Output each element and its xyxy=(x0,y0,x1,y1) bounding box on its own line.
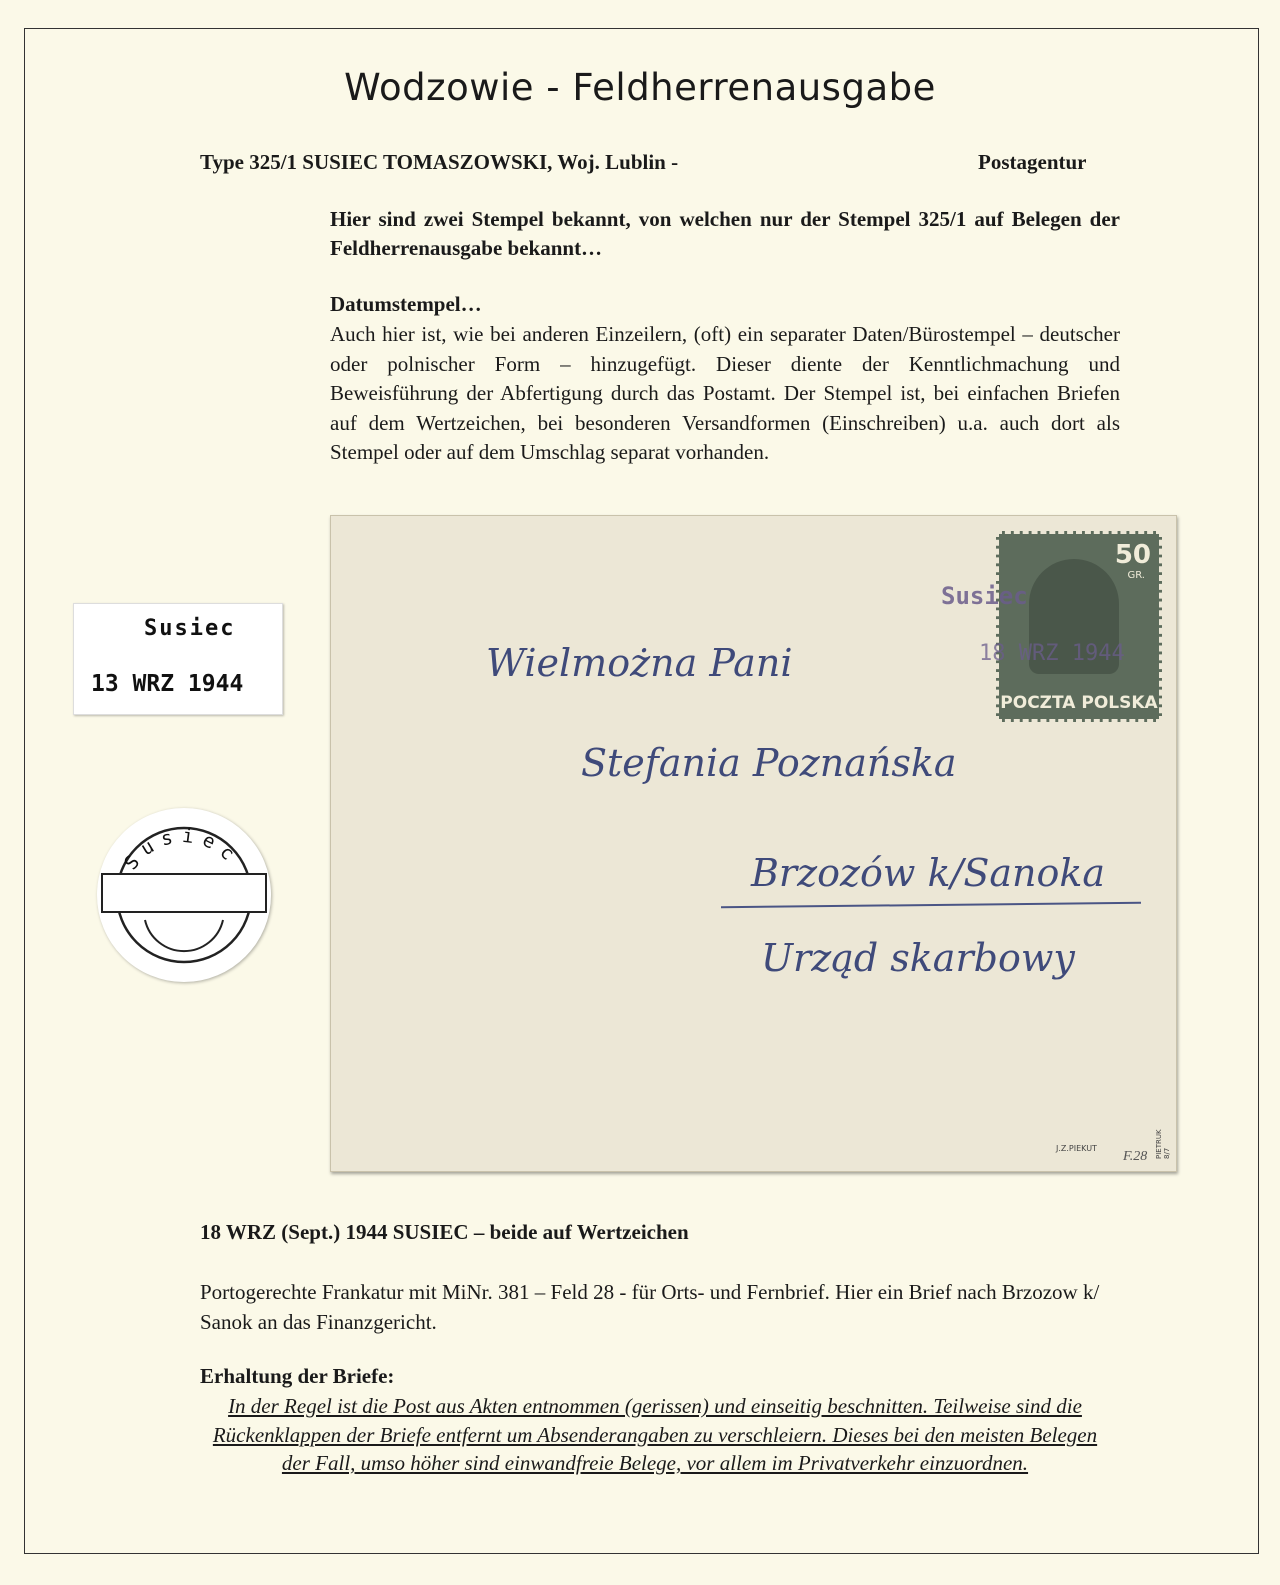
postage-stamp xyxy=(996,531,1162,722)
cancel-date: 18 WRZ 1944 xyxy=(979,641,1125,666)
cover-caption: 18 WRZ (Sept.) 1944 SUSIEC – beide auf Wertzeichen xyxy=(200,1220,689,1244)
datumstempel-text: Auch hier ist, wie bei anderen Einzeilern, (oft) ein separater Daten/Bürostempel – deutscher oder polnischer Form – hinzugefügt. Dieser diente der Kenntlichmachung und Beweisführung der Abfertigung durch das Postamt. Der Stempel ist, bei einfachen Briefen auf dem Wertzeichen, bei besonderen Versandformen (Einschreiben) u.a. auch dort als Stempel oder auf dem Umschlag separat vorhanden. xyxy=(330,322,1120,464)
stamp-unit: GR. xyxy=(1127,570,1145,581)
cancel-town: Susiec xyxy=(941,582,1028,610)
address-line-1: Wielmożna Pani xyxy=(486,641,793,685)
pencil-note: F.28 xyxy=(1123,1149,1148,1164)
postmark-rect-date: 13 WRZ 1944 xyxy=(91,671,244,697)
address-underline xyxy=(721,902,1141,908)
type-designation: Type 325/1 SUSIEC TOMASZOWSKI, Woj. Lublin - xyxy=(200,150,679,174)
page-title: Wodzowie - Feldherrenausgabe xyxy=(344,66,936,109)
address-line-2: Stefania Poznańska xyxy=(581,741,957,785)
postmark-rect-town: Susiec xyxy=(144,616,236,641)
intro-text: Hier sind zwei Stempel bekannt, von welchen nur der Stempel 325/1 auf Belegen der Feldherrenausgabe bekannt… xyxy=(330,207,1120,260)
envelope xyxy=(330,515,1177,1172)
postmark-inner-arc xyxy=(145,920,223,951)
cover-description: Portogerechte Frankatur mit MiNr. 381 – Feld 28 - für Orts- und Fernbrief. Hier ein Brief nach Brzozow k/ Sanok an das Finanzgericht. xyxy=(200,1280,1100,1334)
type-line xyxy=(200,150,1087,175)
stamp-country: POCZTA POLSKA xyxy=(1000,693,1158,713)
office-category: Postagentur xyxy=(978,150,1087,174)
address-line-3: Brzozów k/Sanoka xyxy=(751,851,1106,895)
round-postmark-drawing xyxy=(97,808,271,982)
postmark-date-bar xyxy=(102,874,266,912)
printer-imprint: J.Z.PIEKUT xyxy=(1056,1144,1097,1153)
address-line-4: Urząd skarbowy xyxy=(761,936,1075,980)
condition-heading: Erhaltung der Briefe: xyxy=(200,1364,395,1388)
postmark-round-reproduction xyxy=(97,808,271,982)
postmark-rect-reproduction xyxy=(73,603,283,715)
stamp-value: 50 xyxy=(1114,540,1151,570)
condition-text: In der Regel ist die Post aus Akten entnommen (gerissen) und einseitig beschnitten. Teilweise sind die Rückenklappen der Briefe entfernt um Absenderangaben zu verschleiern. Dieses bei den meisten Belegen der Fall, umso höher sind einwandfreie Belege, vor allem im Privatverkehr einzuordnen. xyxy=(212,1394,1098,1475)
datumstempel-heading: Datumstempel… xyxy=(330,292,482,316)
postmark-round-town: Susiec xyxy=(119,824,245,875)
printer-side-imprint: PIETRUK 8/7 xyxy=(1155,1129,1171,1159)
